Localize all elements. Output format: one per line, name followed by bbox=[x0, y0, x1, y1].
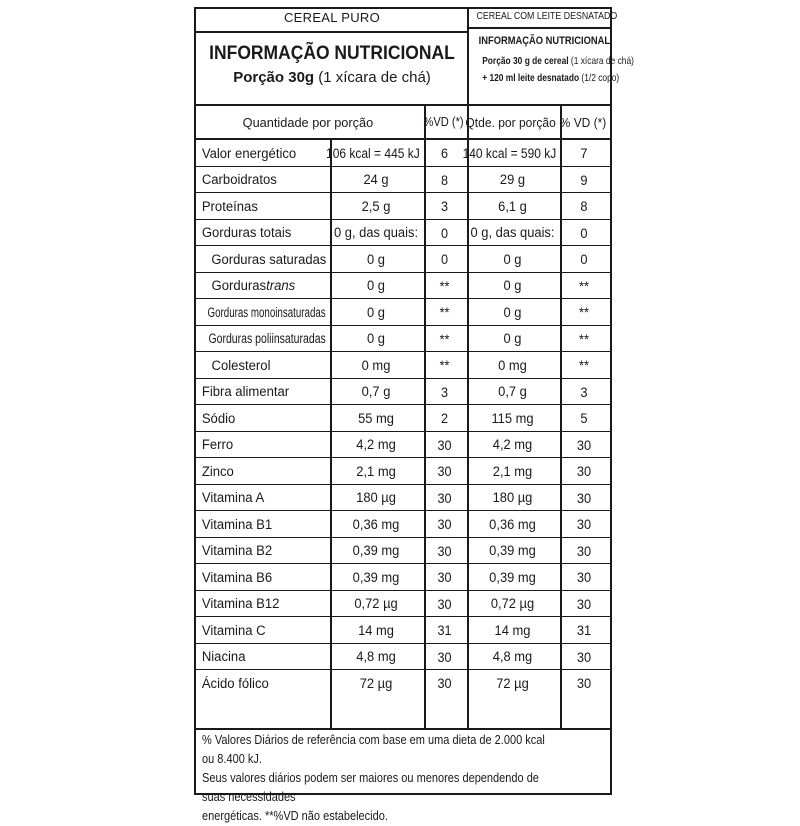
nutrient-name: Ácido fólico bbox=[201, 675, 269, 691]
nutrient-name: Vitamina B1 bbox=[201, 516, 273, 532]
nutrient-q1: 0 g bbox=[367, 278, 386, 294]
nutrient-q2: 0 mg bbox=[498, 357, 527, 373]
nutrient-q1: 0 g bbox=[367, 251, 386, 267]
col-header-qty2: Qtde. por porção bbox=[465, 114, 556, 130]
nutrient-q1: 4,8 mg bbox=[356, 649, 396, 665]
right-portion-line2-rest: (1/2 copo) bbox=[579, 72, 620, 84]
nutrient-q1: 0,7 g bbox=[361, 384, 391, 400]
nutrient-q1: 0 g, das quais: bbox=[334, 225, 419, 241]
nutrient-q2: 0 g bbox=[503, 278, 522, 294]
left-portion-text bbox=[196, 69, 468, 86]
nutrient-q1: 2,1 mg bbox=[356, 463, 396, 479]
nutrient-v1: 6 bbox=[440, 145, 449, 162]
nutrient-name: Ferro bbox=[201, 437, 234, 453]
col-header-qty: Quantidade por porção bbox=[242, 114, 374, 130]
nutrient-q1: 0,72 µg bbox=[354, 596, 398, 612]
nutrient-q2: 0,39 mg bbox=[489, 543, 536, 559]
right-product-type: CEREAL COM LEITE DESNATADO bbox=[476, 11, 618, 22]
nutrient-v1: 30 bbox=[437, 595, 452, 612]
nutrient-name: Gorduras totais bbox=[201, 225, 292, 241]
nutrient-name: Gorduras trans bbox=[211, 278, 296, 294]
nutrient-q1: 55 mg bbox=[358, 410, 394, 426]
footnote-line2: Seus valores diários podem ser maiores ou menores dependendo de suas necessidades bbox=[202, 771, 539, 804]
nutrient-q1: 0,39 mg bbox=[352, 543, 400, 559]
right-panel-title: INFORMAÇÃO NUTRICIONAL bbox=[478, 35, 611, 47]
nutrient-q1: 14 mg bbox=[358, 622, 394, 638]
nutrient-v2: 3 bbox=[580, 383, 588, 400]
nutrient-q2: 0,72 µg bbox=[490, 596, 535, 612]
nutrient-v1: 30 bbox=[437, 489, 452, 506]
nutrient-q2: 72 µg bbox=[496, 675, 529, 691]
nutrient-name: Colesterol bbox=[211, 357, 271, 373]
nutrient-name: Vitamina B6 bbox=[201, 569, 273, 585]
col-header-vd2: % VD (*) bbox=[559, 114, 607, 130]
nutrient-name: Fibra alimentar bbox=[201, 384, 290, 400]
nutrient-q2: 0 g bbox=[503, 251, 522, 267]
nutrient-q2: 180 µg bbox=[492, 490, 533, 506]
nutrient-v2: 30 bbox=[576, 463, 592, 480]
nutrient-q1: 4,2 mg bbox=[356, 437, 396, 453]
right-type-underline bbox=[468, 27, 612, 29]
nutrient-v1: 0 bbox=[440, 224, 449, 241]
nutrient-v1: 30 bbox=[437, 648, 452, 665]
nutrient-v2: 30 bbox=[576, 595, 592, 612]
nutrient-q1: 0 g bbox=[367, 304, 386, 320]
nutrient-v2: 7 bbox=[580, 145, 588, 162]
nutrient-q2: 4,8 mg bbox=[492, 649, 533, 665]
col-header-vd1: %VD (*) bbox=[423, 115, 464, 129]
left-type-underline bbox=[196, 31, 468, 33]
nutrient-name: Zinco bbox=[201, 463, 234, 479]
nutrient-v2: 0 bbox=[580, 224, 588, 241]
nutrient-name: Gorduras monoinsaturadas bbox=[207, 304, 326, 320]
nutrient-name: Gorduras saturadas bbox=[211, 251, 327, 267]
nutrient-v2: 5 bbox=[580, 410, 588, 427]
nutrient-name: Vitamina B12 bbox=[201, 596, 280, 612]
nutrient-name: Sódio bbox=[201, 410, 236, 426]
nutrient-v2: 30 bbox=[576, 675, 592, 692]
nutrient-q1: 0,36 mg bbox=[352, 516, 400, 532]
nutrient-name: Gorduras poliinsaturadas bbox=[208, 331, 326, 347]
nutrient-q1: 0,39 mg bbox=[352, 569, 400, 585]
left-product-type: CEREAL PURO bbox=[283, 10, 380, 25]
nutrient-v2: 30 bbox=[576, 648, 592, 665]
nutrient-v2: 0 bbox=[580, 251, 588, 268]
nutrient-v1: ** bbox=[439, 330, 450, 347]
nutrient-q2: 2,1 mg bbox=[492, 463, 533, 479]
nutrient-name: Carboidratos bbox=[201, 172, 277, 188]
nutrient-q1: 0 mg bbox=[361, 357, 391, 373]
nutrient-v2: 30 bbox=[576, 516, 592, 533]
right-portion-line2 bbox=[482, 72, 620, 84]
nutrient-q1: 2,5 g bbox=[361, 198, 391, 214]
nutrient-v2: ** bbox=[579, 330, 590, 347]
nutrient-q2: 0,39 mg bbox=[489, 569, 536, 585]
nutrient-v1: 3 bbox=[440, 383, 449, 400]
nutrient-q2: 0 g, das quais: bbox=[470, 225, 555, 241]
nutrient-v1: ** bbox=[439, 357, 450, 374]
right-portion-line2-bold: + 120 ml leite desnatado bbox=[482, 72, 580, 84]
nutrient-v1: 30 bbox=[437, 463, 452, 480]
nutrient-v1: 30 bbox=[437, 436, 452, 453]
nutrient-q1: 0 g bbox=[367, 331, 386, 347]
nutrient-q2: 115 mg bbox=[491, 410, 534, 426]
nutrient-v2: 8 bbox=[580, 198, 588, 215]
right-portion-line1 bbox=[482, 55, 634, 67]
nutrient-name: Niacina bbox=[201, 649, 246, 665]
nutrient-name: Proteínas bbox=[201, 198, 258, 214]
nutrient-v2: ** bbox=[579, 357, 590, 374]
nutrient-v1: 0 bbox=[440, 251, 449, 268]
nutrient-name: Vitamina A bbox=[201, 490, 265, 506]
nutrient-v2: 30 bbox=[576, 542, 592, 559]
nutrient-q2: 0,36 mg bbox=[489, 516, 536, 532]
nutrient-q2: 0 g bbox=[503, 331, 522, 347]
header-center-divider bbox=[467, 9, 469, 105]
nutrient-name: Vitamina B2 bbox=[201, 543, 273, 559]
nutrient-v1: 30 bbox=[437, 675, 452, 692]
nutrient-v1: 31 bbox=[437, 622, 452, 639]
nutrient-q2: 140 kcal = 590 kJ bbox=[462, 145, 557, 161]
nutrient-v2: ** bbox=[579, 277, 590, 294]
footnote-line3: energéticas. **%VD não estabelecido. bbox=[202, 809, 388, 823]
left-portion-rest: (1 xícara de chá) bbox=[314, 69, 431, 86]
nutrient-v1: ** bbox=[439, 304, 450, 321]
nutrient-q1: 180 µg bbox=[356, 490, 396, 506]
left-panel-title: INFORMAÇÃO NUTRICIONAL bbox=[209, 43, 455, 64]
nutrient-v1: 2 bbox=[440, 410, 449, 427]
nutrient-q1: 24 g bbox=[363, 172, 389, 188]
nutrient-v1: 30 bbox=[437, 516, 452, 533]
nutrient-v2: 9 bbox=[580, 171, 588, 188]
nutrient-v1: 3 bbox=[440, 198, 449, 215]
table-bottom-line bbox=[196, 728, 610, 730]
right-portion-line1-rest: (1 xícara de chá) bbox=[568, 55, 634, 67]
nutrient-name: Valor energético bbox=[201, 145, 297, 161]
nutrient-v1: ** bbox=[439, 277, 450, 294]
nutrient-name: Vitamina C bbox=[201, 622, 266, 638]
nutrient-q2: 6,1 g bbox=[498, 198, 527, 214]
footnote-line1: % Valores Diários de referência com base em uma dieta de 2.000 kcal ou 8.400 kJ. bbox=[202, 733, 545, 766]
right-portion-line1-bold: Porção 30 g de cereal bbox=[482, 55, 569, 67]
nutrient-v1: 30 bbox=[437, 569, 452, 586]
nutrient-v1: 8 bbox=[440, 171, 449, 188]
nutrient-v2: ** bbox=[579, 304, 590, 321]
nutrient-q1: 72 µg bbox=[359, 675, 393, 691]
nutrient-q2: 29 g bbox=[499, 172, 526, 188]
nutrient-q2: 14 mg bbox=[494, 622, 531, 638]
nutrient-q2: 4,2 mg bbox=[492, 437, 533, 453]
nutrition-facts-label bbox=[194, 7, 634, 823]
nutrient-v1: 30 bbox=[437, 542, 452, 559]
nutrient-q2: 0 g bbox=[503, 304, 522, 320]
nutrient-v2: 30 bbox=[576, 569, 592, 586]
nutrient-v2: 31 bbox=[576, 622, 592, 639]
footnote bbox=[202, 731, 604, 826]
left-portion-bold: Porção 30g bbox=[233, 69, 315, 86]
nutrient-v2: 30 bbox=[576, 436, 592, 453]
nutrient-q2: 0,7 g bbox=[498, 384, 527, 400]
nutrient-q1: 106 kcal = 445 kJ bbox=[326, 145, 420, 161]
nutrient-v2: 30 bbox=[576, 489, 592, 506]
